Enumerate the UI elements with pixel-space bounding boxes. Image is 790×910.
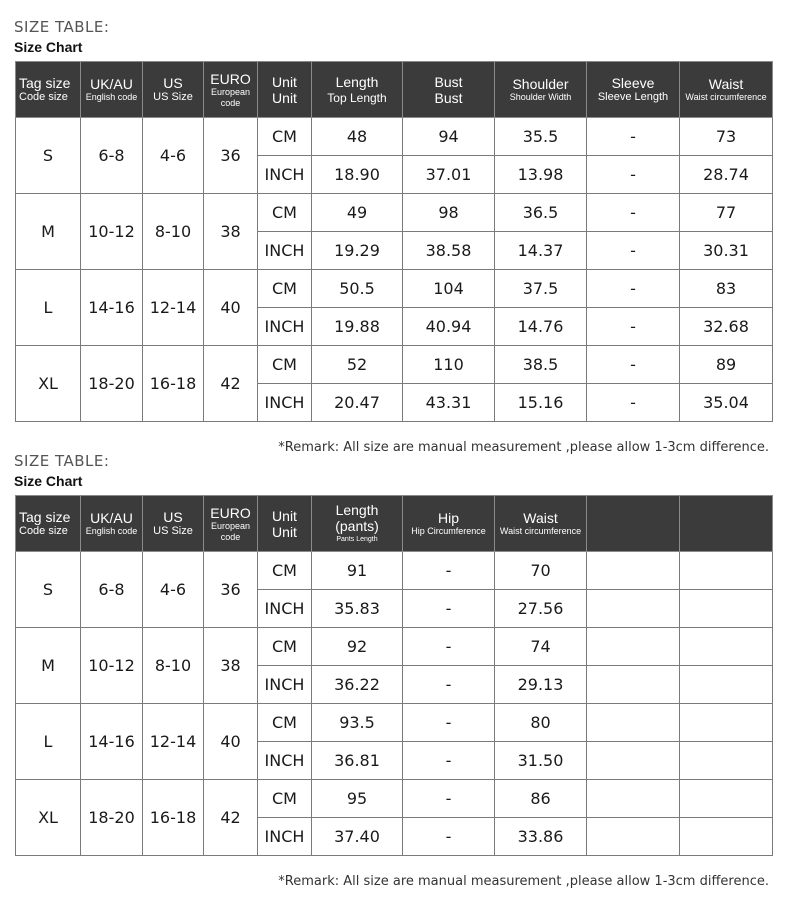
size-cell: M xyxy=(16,194,81,270)
table-row xyxy=(16,628,773,666)
header-euro: EURO European code xyxy=(204,62,258,118)
shoulder-cell: 15.16 xyxy=(495,384,587,422)
hip-cell: - xyxy=(403,704,495,742)
header-sleeve: Sleeve Sleeve Length xyxy=(587,62,680,118)
sleeve-cell: - xyxy=(587,384,680,422)
section-heading: SIZE TABLE: xyxy=(14,18,110,36)
length-cell: 20.47 xyxy=(312,384,403,422)
header-unit: Unit Unit xyxy=(258,62,312,118)
sleeve-cell: - xyxy=(587,346,680,384)
unit-cell: INCH xyxy=(258,818,312,856)
length-cell: 50.5 xyxy=(312,270,403,308)
sleeve-cell: - xyxy=(587,156,680,194)
waist-cell: 73 xyxy=(680,118,773,156)
waist-cell: 27.56 xyxy=(495,590,587,628)
waist-cell: 74 xyxy=(495,628,587,666)
top-size-table xyxy=(15,61,773,422)
empty-cell xyxy=(680,552,773,590)
length-cell: 52 xyxy=(312,346,403,384)
empty-cell xyxy=(680,590,773,628)
header-hip: Hip Hip Circumference xyxy=(403,496,495,552)
us-cell: 12-14 xyxy=(143,704,204,780)
bottom-size-table xyxy=(15,495,773,856)
uk-cell: 10-12 xyxy=(81,628,143,704)
waist-cell: 83 xyxy=(680,270,773,308)
us-cell: 16-18 xyxy=(143,346,204,422)
empty-cell xyxy=(680,666,773,704)
bust-cell: 110 xyxy=(403,346,495,384)
hip-cell: - xyxy=(403,818,495,856)
empty-cell xyxy=(680,704,773,742)
uk-cell: 18-20 xyxy=(81,780,143,856)
unit-cell: INCH xyxy=(258,590,312,628)
length-cell: 19.88 xyxy=(312,308,403,346)
length-cell: 36.22 xyxy=(312,666,403,704)
bust-cell: 38.58 xyxy=(403,232,495,270)
us-cell: 4-6 xyxy=(143,118,204,194)
header-waist: Waist Waist circumference xyxy=(495,496,587,552)
length-cell: 92 xyxy=(312,628,403,666)
hip-cell: - xyxy=(403,552,495,590)
unit-cell: INCH xyxy=(258,384,312,422)
bust-cell: 98 xyxy=(403,194,495,232)
hip-cell: - xyxy=(403,742,495,780)
waist-cell: 33.86 xyxy=(495,818,587,856)
us-cell: 12-14 xyxy=(143,270,204,346)
bust-cell: 40.94 xyxy=(403,308,495,346)
euro-cell: 36 xyxy=(204,552,258,628)
waist-cell: 89 xyxy=(680,346,773,384)
uk-cell: 6-8 xyxy=(81,552,143,628)
length-cell: 48 xyxy=(312,118,403,156)
empty-cell xyxy=(680,818,773,856)
empty-cell xyxy=(587,780,680,818)
us-cell: 4-6 xyxy=(143,552,204,628)
bust-cell: 104 xyxy=(403,270,495,308)
unit-cell: INCH xyxy=(258,156,312,194)
uk-cell: 6-8 xyxy=(81,118,143,194)
header-uk-au: UK/AU English code xyxy=(81,496,143,552)
euro-cell: 40 xyxy=(204,704,258,780)
section-subheading: Size Chart xyxy=(14,39,83,55)
size-cell: M xyxy=(16,628,81,704)
length-cell: 19.29 xyxy=(312,232,403,270)
empty-cell xyxy=(587,590,680,628)
unit-cell: INCH xyxy=(258,742,312,780)
table-row xyxy=(16,704,773,742)
sleeve-cell: - xyxy=(587,270,680,308)
shoulder-cell: 37.5 xyxy=(495,270,587,308)
header-tag-size: Tag size Code size xyxy=(16,496,81,552)
size-cell: L xyxy=(16,704,81,780)
euro-cell: 42 xyxy=(204,346,258,422)
section-subheading: Size Chart xyxy=(14,473,83,489)
unit-cell: INCH xyxy=(258,308,312,346)
header-euro: EURO European code xyxy=(204,496,258,552)
shoulder-cell: 14.37 xyxy=(495,232,587,270)
table-row xyxy=(16,118,773,156)
length-cell: 37.40 xyxy=(312,818,403,856)
empty-cell xyxy=(587,666,680,704)
euro-cell: 36 xyxy=(204,118,258,194)
unit-cell: INCH xyxy=(258,666,312,704)
header-length: Length Top Length xyxy=(312,62,403,118)
length-cell: 18.90 xyxy=(312,156,403,194)
hip-cell: - xyxy=(403,590,495,628)
uk-cell: 18-20 xyxy=(81,346,143,422)
waist-cell: 77 xyxy=(680,194,773,232)
waist-cell: 32.68 xyxy=(680,308,773,346)
unit-cell: CM xyxy=(258,704,312,742)
unit-cell: CM xyxy=(258,346,312,384)
euro-cell: 38 xyxy=(204,628,258,704)
header-empty xyxy=(587,496,680,552)
empty-cell xyxy=(587,818,680,856)
euro-cell: 42 xyxy=(204,780,258,856)
size-cell: XL xyxy=(16,346,81,422)
unit-cell: CM xyxy=(258,780,312,818)
shoulder-cell: 35.5 xyxy=(495,118,587,156)
length-cell: 49 xyxy=(312,194,403,232)
uk-cell: 14-16 xyxy=(81,704,143,780)
unit-cell: INCH xyxy=(258,232,312,270)
sleeve-cell: - xyxy=(587,194,680,232)
waist-cell: 70 xyxy=(495,552,587,590)
length-cell: 93.5 xyxy=(312,704,403,742)
empty-cell xyxy=(680,742,773,780)
waist-cell: 35.04 xyxy=(680,384,773,422)
unit-cell: CM xyxy=(258,628,312,666)
hip-cell: - xyxy=(403,628,495,666)
length-cell: 36.81 xyxy=(312,742,403,780)
length-cell: 95 xyxy=(312,780,403,818)
header-waist: Waist Waist circumference xyxy=(680,62,773,118)
length-cell: 91 xyxy=(312,552,403,590)
us-cell: 8-10 xyxy=(143,628,204,704)
waist-cell: 86 xyxy=(495,780,587,818)
empty-cell xyxy=(680,780,773,818)
header-us: US US Size xyxy=(143,496,204,552)
uk-cell: 14-16 xyxy=(81,270,143,346)
sleeve-cell: - xyxy=(587,308,680,346)
euro-cell: 38 xyxy=(204,194,258,270)
header-bust: Bust Bust xyxy=(403,62,495,118)
waist-cell: 28.74 xyxy=(680,156,773,194)
shoulder-cell: 36.5 xyxy=(495,194,587,232)
empty-cell xyxy=(587,628,680,666)
size-cell: S xyxy=(16,552,81,628)
unit-cell: CM xyxy=(258,194,312,232)
remark-note: *Remark: All size are manual measurement ,please allow 1-3cm difference. xyxy=(278,440,769,455)
table-row xyxy=(16,780,773,818)
us-cell: 8-10 xyxy=(143,194,204,270)
bust-cell: 37.01 xyxy=(403,156,495,194)
bust-cell: 43.31 xyxy=(403,384,495,422)
header-shoulder: Shoulder Shoulder Width xyxy=(495,62,587,118)
table-row xyxy=(16,346,773,384)
shoulder-cell: 13.98 xyxy=(495,156,587,194)
sleeve-cell: - xyxy=(587,232,680,270)
waist-cell: 29.13 xyxy=(495,666,587,704)
section-heading: SIZE TABLE: xyxy=(14,452,110,470)
header-us: US US Size xyxy=(143,62,204,118)
sleeve-cell: - xyxy=(587,118,680,156)
unit-cell: CM xyxy=(258,118,312,156)
size-cell: S xyxy=(16,118,81,194)
empty-cell xyxy=(680,628,773,666)
length-cell: 35.83 xyxy=(312,590,403,628)
table-row xyxy=(16,194,773,232)
header-unit: Unit Unit xyxy=(258,496,312,552)
header-length-pants: Length (pants) Pants Length xyxy=(312,496,403,552)
empty-cell xyxy=(587,552,680,590)
waist-cell: 30.31 xyxy=(680,232,773,270)
unit-cell: CM xyxy=(258,552,312,590)
shoulder-cell: 38.5 xyxy=(495,346,587,384)
header-uk-au: UK/AU English code xyxy=(81,62,143,118)
waist-cell: 31.50 xyxy=(495,742,587,780)
waist-cell: 80 xyxy=(495,704,587,742)
empty-cell xyxy=(587,742,680,780)
uk-cell: 10-12 xyxy=(81,194,143,270)
bust-cell: 94 xyxy=(403,118,495,156)
remark-note: *Remark: All size are manual measurement ,please allow 1-3cm difference. xyxy=(278,874,769,889)
size-cell: XL xyxy=(16,780,81,856)
table-row xyxy=(16,270,773,308)
table-row xyxy=(16,552,773,590)
header-empty xyxy=(680,496,773,552)
header-tag-size: Tag size Code size xyxy=(16,62,81,118)
shoulder-cell: 14.76 xyxy=(495,308,587,346)
hip-cell: - xyxy=(403,780,495,818)
hip-cell: - xyxy=(403,666,495,704)
euro-cell: 40 xyxy=(204,270,258,346)
us-cell: 16-18 xyxy=(143,780,204,856)
unit-cell: CM xyxy=(258,270,312,308)
table-header-row xyxy=(16,62,773,118)
table-header-row xyxy=(16,496,773,552)
size-cell: L xyxy=(16,270,81,346)
empty-cell xyxy=(587,704,680,742)
